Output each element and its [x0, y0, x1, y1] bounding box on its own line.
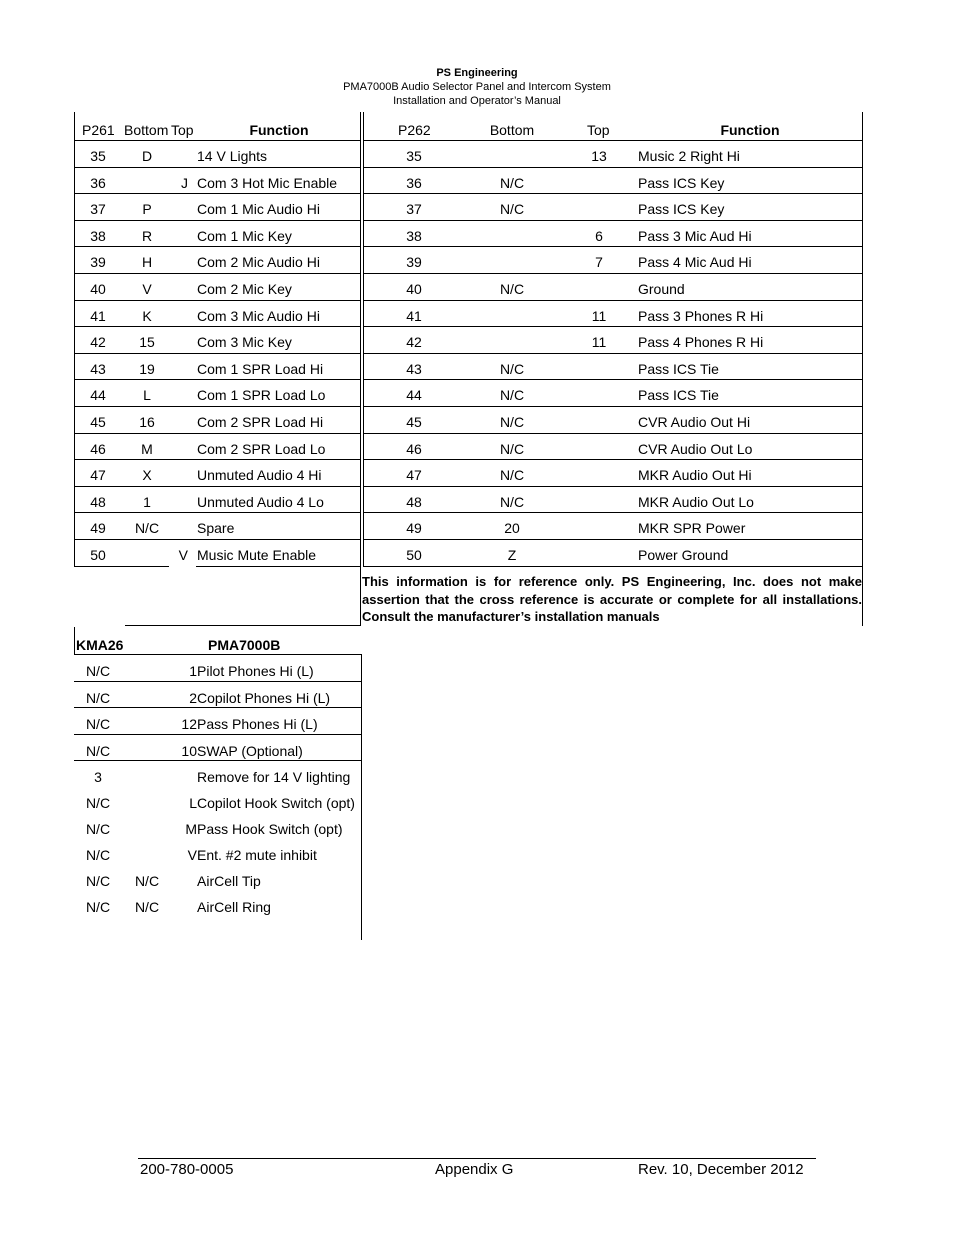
row-divider-left: [74, 353, 361, 354]
p262-bottom: N/C: [499, 440, 525, 457]
p261-top: V: [178, 547, 188, 563]
p261-bottom: V: [142, 281, 152, 297]
row-divider-left: [74, 406, 361, 407]
pma7000b-pin: 1: [189, 663, 197, 679]
p262-bottom: N/C: [499, 201, 525, 218]
p261-bottom: 15: [139, 334, 155, 351]
document-header: [0, 66, 954, 108]
kma26-function: Copilot Hook Switch (opt): [197, 795, 355, 811]
p262-top: 6: [595, 227, 603, 244]
pma7000b-pin: 2: [189, 689, 197, 706]
row-divider-right: [363, 246, 863, 247]
row-end-left-b: [196, 566, 361, 567]
right-table-border: [862, 112, 863, 626]
p261-bottom: H: [141, 254, 153, 271]
kma-row-divider: [74, 734, 362, 735]
p262-pin: 36: [406, 174, 422, 191]
p262-bottom: N/C: [499, 360, 525, 377]
row-divider-left: [74, 539, 361, 540]
p261-function: Com 3 Mic Audio Hi: [197, 307, 320, 324]
p261-function: Spare: [197, 520, 235, 537]
p261-pin: 44: [90, 387, 106, 404]
kma-top-rule: [125, 625, 361, 626]
p262-function: Pass 4 Phones R Hi: [638, 334, 764, 351]
kma26-alt-pin: N/C: [134, 873, 160, 889]
p261-function: Com 1 SPR Load Lo: [197, 387, 326, 404]
row-divider-left: [74, 167, 361, 168]
row-divider-left: [74, 512, 361, 513]
p261-bottom: 1: [143, 493, 151, 510]
p261-pin: 40: [90, 281, 106, 297]
p262-pin: 46: [406, 440, 422, 457]
p261-pin: 35: [90, 148, 106, 164]
p262-function: Pass 4 Mic Aud Hi: [638, 254, 752, 271]
row-divider-right: [363, 300, 863, 301]
p261-function: Unmuted Audio 4 Lo: [197, 493, 324, 510]
pma7000b-pin: 10: [181, 742, 197, 759]
row-divider-right: [363, 353, 863, 354]
p261-function: Com 1 Mic Key: [197, 227, 292, 244]
p261-top: J: [181, 174, 188, 191]
p262-function: Pass ICS Tie: [638, 360, 719, 377]
p262-pin: 48: [406, 493, 422, 510]
kma-left-border: [74, 627, 75, 654]
p262-bottom-header: Bottom: [489, 122, 535, 138]
p262-bottom: 20: [504, 520, 520, 537]
p262-top: 7: [595, 254, 603, 271]
kma26-function: Pass Hook Switch (opt): [197, 821, 343, 837]
p262-function: CVR Audio Out Lo: [638, 440, 753, 457]
pma7000b-pin: V: [187, 847, 197, 863]
p261-function: Com 3 Mic Key: [197, 334, 292, 351]
kma26-function: SWAP (Optional): [197, 742, 303, 759]
kma26-pin: N/C: [85, 899, 111, 915]
row-divider-left: [74, 459, 361, 460]
kma-row-divider: [74, 760, 362, 761]
p261-bottom: P: [142, 201, 152, 218]
p261-header: P261: [82, 122, 115, 138]
p262-bottom: N/C: [499, 493, 525, 510]
p261-bottom: N/C: [134, 520, 160, 537]
kma-right-border: [361, 654, 362, 940]
p261-function: Unmuted Audio 4 Hi: [197, 467, 322, 484]
p261-pin: 45: [90, 414, 106, 430]
row-divider-left: [74, 486, 361, 487]
footer-doc-number: 200-780-0005: [140, 1161, 234, 1178]
p261-function: Com 2 SPR Load Lo: [197, 440, 326, 457]
p261-bottom: M: [141, 440, 153, 457]
footer-revision: Rev. 10, December 2012: [638, 1161, 804, 1178]
kma26-pin: N/C: [85, 742, 111, 759]
row-divider-right: [363, 433, 863, 434]
p261-function: Com 2 SPR Load Hi: [197, 414, 324, 430]
p261-bottom: L: [143, 387, 151, 404]
p261-pin: 41: [90, 307, 106, 324]
row-divider-right: [363, 326, 863, 327]
p262-function: Ground: [638, 281, 685, 297]
p262-pin: 43: [406, 360, 422, 377]
header-underline-right: [363, 140, 863, 141]
p262-function: Pass ICS Key: [638, 174, 725, 191]
p261-pin: 50: [90, 547, 106, 563]
reference-note: This information is for reference only. PS Engineering, Inc. does not make assertion that the cross reference is accurate or complete for all installations. Consult the manufacturer’s installation manuals: [362, 574, 862, 624]
p262-function: MKR Audio Out Hi: [638, 467, 752, 484]
p261-bottom: 16: [139, 414, 155, 430]
p261-pin: 43: [90, 360, 106, 377]
kma26-pin: N/C: [85, 689, 111, 706]
p261-bottom-header: Bottom: [124, 122, 169, 138]
p262-pin: 39: [406, 254, 422, 271]
p262-pin: 49: [406, 520, 422, 537]
kma26-pin: N/C: [85, 821, 111, 837]
p261-function: Com 3 Hot Mic Enable: [197, 174, 338, 191]
p262-pin: 42: [406, 334, 422, 351]
row-divider-right: [363, 486, 863, 487]
pma7000b-pin: M: [185, 821, 197, 837]
left-table-border: [74, 112, 75, 566]
kma26-function: Copilot Phones Hi (L): [197, 689, 331, 706]
row-divider-left: [74, 246, 361, 247]
row-divider-right: [363, 512, 863, 513]
p262-function: Pass ICS Tie: [638, 387, 719, 404]
p261-function: Com 2 Mic Key: [197, 281, 292, 297]
p261-pin: 36: [90, 174, 106, 191]
kma26-function: Ent. #2 mute inhibit: [197, 847, 317, 863]
p262-pin: 41: [406, 307, 422, 324]
p262-header: P262: [398, 122, 431, 138]
p261-pin: 39: [90, 254, 106, 271]
p262-pin: 45: [406, 414, 422, 430]
p261-function: 14 V Lights: [197, 148, 268, 164]
row-divider-left: [74, 193, 361, 194]
p261-top-header: Top: [171, 122, 194, 138]
kma26-alt-pin: N/C: [134, 899, 160, 915]
p261-function: Com 2 Mic Audio Hi: [197, 254, 320, 271]
row-divider-left: [74, 379, 361, 380]
kma26-function: AirCell Ring: [197, 899, 271, 915]
p262-bottom: N/C: [499, 387, 525, 404]
kma26-pin: N/C: [85, 847, 111, 863]
p262-function: MKR Audio Out Lo: [638, 493, 754, 510]
p261-bottom: K: [142, 307, 152, 324]
kma26-pin: N/C: [85, 716, 111, 733]
row-divider-right: [363, 167, 863, 168]
p262-pin: 40: [406, 281, 422, 297]
p261-pin: 46: [90, 440, 106, 457]
pma7000b-pin: L: [189, 795, 197, 811]
row-divider-right: [363, 220, 863, 221]
p262-pin: 38: [406, 227, 422, 244]
row-divider-right: [363, 539, 863, 540]
p262-function: MKR SPR Power: [638, 520, 746, 537]
row-divider-right: [363, 459, 863, 460]
p262-pin: 50: [406, 547, 422, 563]
row-end-left-a: [74, 566, 169, 567]
pma7000b-pin: 12: [181, 716, 197, 733]
p261-bottom: X: [142, 467, 152, 484]
p262-pin: 47: [406, 467, 422, 484]
p262-pin: 35: [406, 148, 422, 164]
kma26-header: KMA26: [76, 637, 124, 653]
row-end-right: [363, 566, 863, 567]
p261-bottom: R: [141, 227, 153, 244]
header-underline-left: [74, 140, 361, 141]
p262-pin: 37: [406, 201, 422, 218]
p262-bottom: N/C: [499, 281, 525, 297]
product-title: PMA7000B Audio Selector Panel and Intercom System: [343, 81, 611, 93]
kma26-function: Remove for 14 V lighting: [197, 769, 351, 786]
p262-function: CVR Audio Out Hi: [638, 414, 751, 430]
p262-function: Pass ICS Key: [638, 201, 725, 218]
footer-rule: [138, 1158, 816, 1159]
row-divider-left: [74, 300, 361, 301]
p261-function: Music Mute Enable: [197, 547, 317, 563]
footer-appendix: Appendix G: [435, 1161, 514, 1178]
p262-function: Pass 3 Phones R Hi: [638, 307, 764, 324]
p262-function: Pass 3 Mic Aud Hi: [638, 227, 752, 244]
row-divider-right: [363, 193, 863, 194]
center-divider: [360, 112, 361, 626]
kma-row-divider: [74, 681, 362, 682]
kma-header-underline: [74, 654, 362, 655]
p261-bottom: 19: [139, 360, 155, 377]
p262-top-header: Top: [587, 122, 610, 138]
p262-function-header: Function: [720, 122, 780, 138]
p261-pin: 48: [90, 493, 106, 510]
kma-row-divider: [74, 707, 362, 708]
center-divider-inner: [363, 112, 364, 566]
kma26-pin: N/C: [85, 873, 111, 889]
p261-function: Com 1 SPR Load Hi: [197, 360, 324, 377]
kma26-pin: N/C: [85, 795, 111, 811]
p261-pin: 42: [90, 334, 106, 351]
p262-bottom: N/C: [499, 414, 525, 430]
p261-pin: 47: [90, 467, 106, 484]
p261-bottom: D: [141, 148, 153, 164]
row-divider-left: [74, 433, 361, 434]
manual-title: Installation and Operator’s Manual: [393, 95, 561, 107]
p262-top: 13: [591, 148, 607, 164]
p261-function-header: Function: [249, 122, 309, 138]
p262-bottom: N/C: [499, 174, 525, 191]
p262-function: Music 2 Right Hi: [638, 148, 740, 164]
p262-top: 11: [591, 307, 607, 324]
p262-pin: 44: [406, 387, 422, 404]
p261-pin: 49: [90, 520, 106, 537]
row-divider-left: [74, 220, 361, 221]
company-name: PS Engineering: [436, 67, 518, 79]
kma26-function: AirCell Tip: [197, 873, 261, 889]
p262-function: Power Ground: [638, 547, 729, 563]
p261-pin: 38: [90, 227, 106, 244]
row-divider-left: [74, 273, 361, 274]
row-divider-right: [363, 406, 863, 407]
pma7000b-header: PMA7000B: [208, 637, 281, 653]
kma26-function: Pilot Phones Hi (L): [197, 663, 314, 679]
p261-function: Com 1 Mic Audio Hi: [197, 201, 320, 218]
kma26-pin: N/C: [85, 663, 111, 679]
kma26-pin: 3: [94, 769, 102, 786]
p262-bottom: N/C: [499, 467, 525, 484]
kma26-function: Pass Phones Hi (L): [197, 716, 318, 733]
row-divider-left: [74, 326, 361, 327]
p262-top: 11: [591, 334, 607, 351]
row-divider-right: [363, 379, 863, 380]
p262-bottom: Z: [507, 547, 517, 563]
p261-pin: 37: [90, 201, 106, 218]
row-divider-right: [363, 273, 863, 274]
